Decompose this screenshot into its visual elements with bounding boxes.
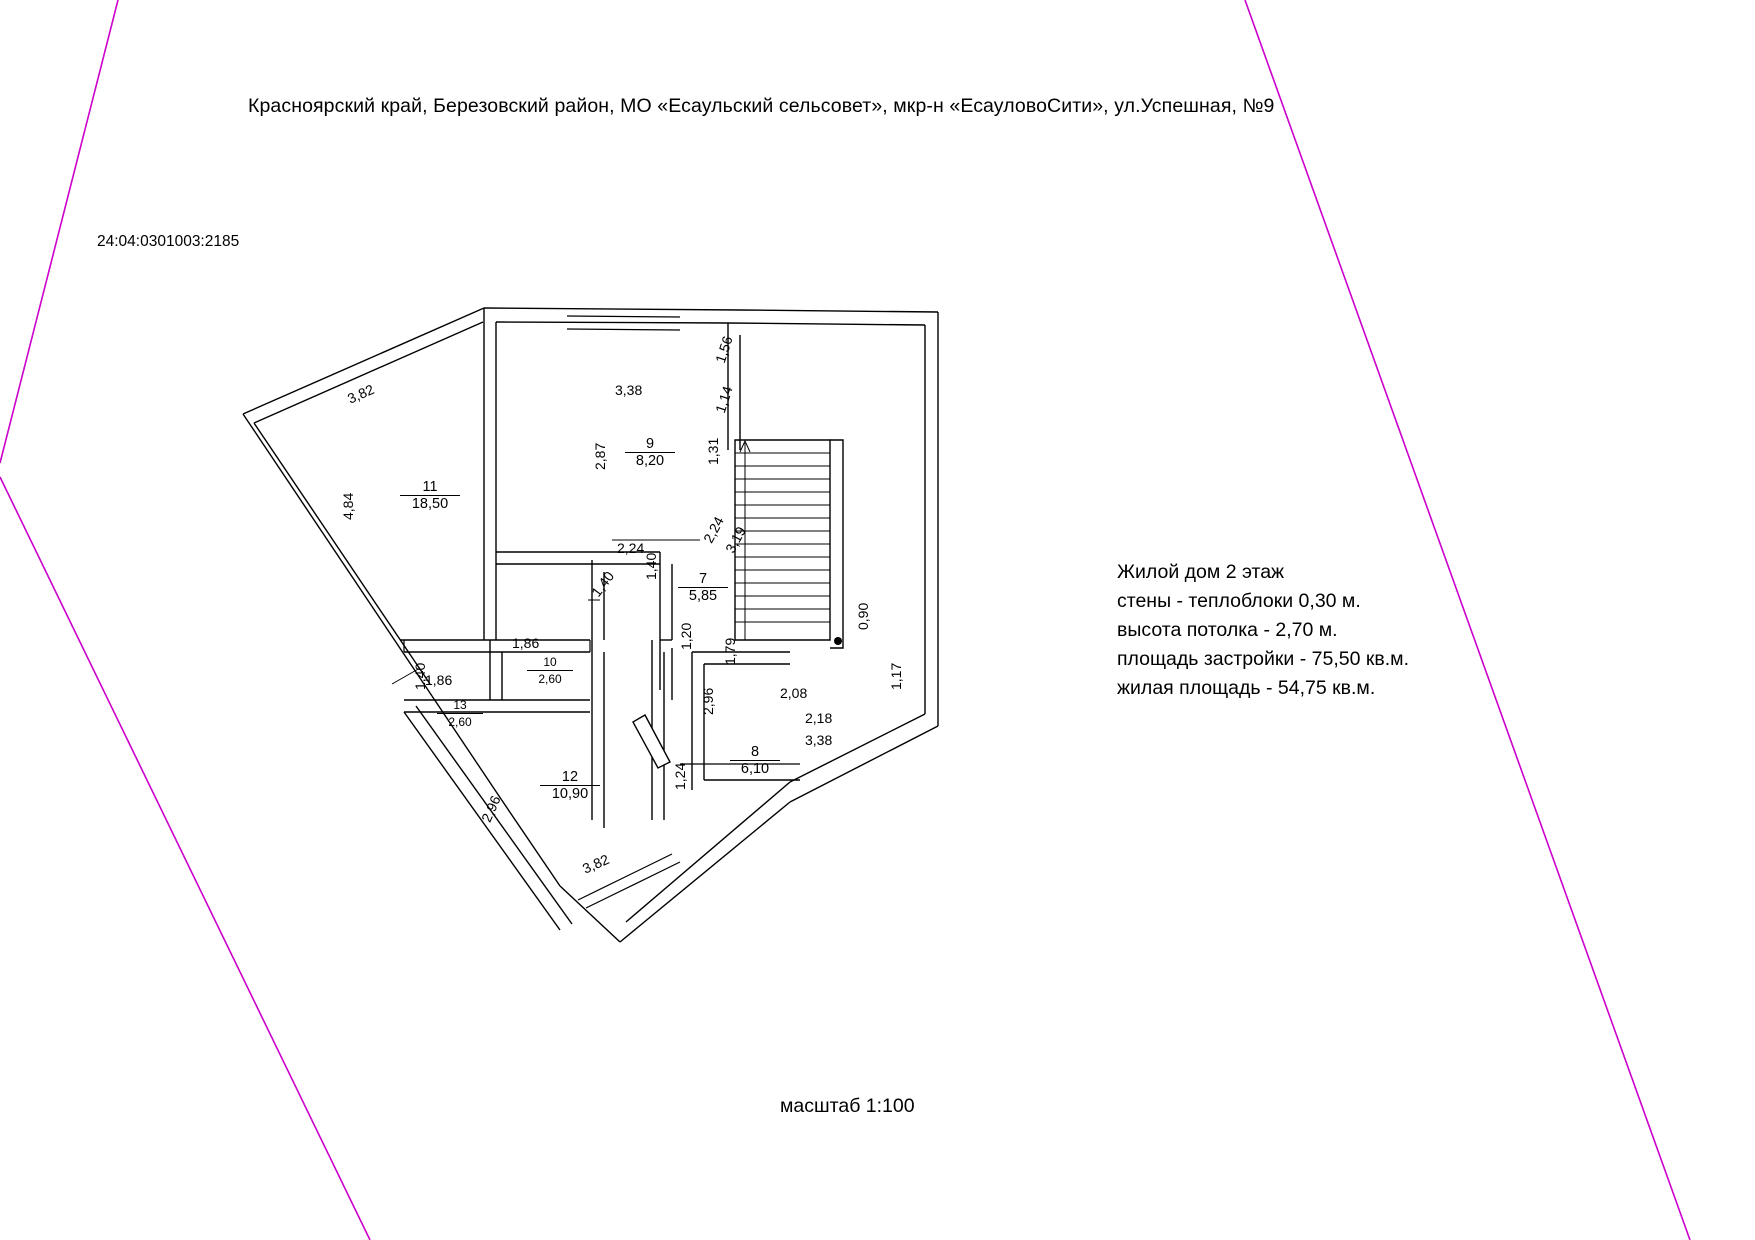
dimension-2-87: 2,87	[592, 442, 608, 470]
cadastral-number: 24:04:0301003:2185	[97, 233, 240, 250]
dimension-1-40-upper: 1,40	[588, 568, 618, 600]
dimension-1-14: 1,14	[712, 384, 736, 415]
dimension-1-86-lower: 1,86	[425, 672, 453, 688]
scale-label: масштаб 1:100	[780, 1095, 915, 1117]
dimension-2-08: 2,08	[780, 685, 808, 701]
dimension-1-56: 1,56	[712, 334, 736, 365]
dimension-1-17: 1,17	[888, 662, 904, 690]
page-title: Красноярский край, Березовский район, МО «Есаульский сельсовет», мкр-н «ЕсауловоСити», ул.Успешная, №9	[248, 95, 1275, 117]
room-label-7	[678, 572, 728, 604]
wall-room11-left-inner	[254, 423, 430, 684]
dimension-3-38-bottom: 3,38	[805, 732, 833, 748]
room-number-8: 8	[730, 745, 780, 761]
legend-line-1: стены - теплоблоки 0,30 м.	[1117, 590, 1361, 612]
dimension-1-24: 1,24	[672, 762, 688, 790]
room-number-11: 11	[400, 480, 460, 496]
room-label-13	[437, 698, 483, 730]
legend-line-0: Жилой дом 2 этаж	[1117, 561, 1285, 583]
room-label-12	[540, 770, 600, 802]
dimension-1-40-mid: 1,40	[643, 552, 659, 580]
room-label-11	[400, 480, 460, 512]
wall-top-right-inner	[728, 323, 925, 325]
dimension-2-24-right: 2,24	[700, 513, 727, 546]
room-number-12: 12	[540, 770, 600, 786]
plot-boundary-left-upper	[0, 0, 118, 463]
room-label-10	[527, 655, 573, 687]
door-point-marker	[834, 637, 842, 645]
dimension-2-18: 2,18	[805, 710, 833, 726]
legend-line-4: жилая площадь - 54,75 кв.м.	[1117, 677, 1376, 699]
legend-line-3: площадь застройки - 75,50 кв.м.	[1117, 648, 1409, 670]
dimension-3-19: 3,19	[722, 523, 749, 556]
dimension-1-40-left: 1,40	[412, 662, 428, 690]
room-area-7: 5,85	[688, 588, 718, 604]
staircase-outline-right	[830, 440, 843, 648]
outer-wall-outline	[244, 308, 938, 940]
room-area-8: 6,10	[740, 761, 770, 777]
wall-top-right	[740, 310, 938, 312]
room-area-12: 10,90	[551, 786, 589, 802]
room-number-7: 7	[678, 572, 728, 588]
wall-top-middle-inner	[496, 322, 728, 323]
room-area-9: 8,20	[635, 453, 665, 469]
legend-block	[1117, 558, 1409, 703]
room-area-10: 2,60	[538, 672, 562, 686]
wall-left-bottom	[501, 799, 560, 886]
wall-room12-outline	[404, 712, 560, 930]
wall-top-middle	[484, 308, 740, 310]
dimension-3-82-bottom: 3,82	[580, 850, 612, 877]
room-area-11: 18,50	[411, 496, 449, 512]
dimension-2-96-right: 2,96	[700, 687, 716, 715]
room-number-9: 9	[625, 437, 675, 453]
wall-bottom-middle	[620, 802, 790, 942]
wall-left-bottom-2	[560, 886, 620, 942]
wall-room11-top-inner	[254, 322, 483, 423]
door-room12	[633, 715, 670, 768]
dimension-1-79: 1,79	[722, 637, 738, 665]
wall-left-side	[243, 414, 432, 696]
wall-bottom-middle-inner	[626, 782, 790, 922]
staircase-outline	[735, 440, 830, 640]
room-label-8	[730, 745, 780, 777]
staircase-steps	[735, 453, 830, 622]
dimension-2-96-bottom: 2,96	[478, 793, 504, 825]
dimension-1-20: 1,20	[678, 622, 694, 650]
room-area-13: 2,60	[448, 715, 472, 729]
dimension-1-31: 1,31	[705, 437, 721, 465]
dimension-2-24-left: 2,24	[617, 540, 645, 556]
room-number-13: 13	[437, 698, 483, 714]
window-marks	[404, 316, 800, 908]
dimension-3-82-top: 3,82	[345, 380, 377, 407]
dimension-4-84: 4,84	[340, 492, 356, 520]
dimension-0-90: 0,90	[855, 602, 871, 630]
room-number-10: 10	[527, 655, 573, 671]
plot-boundary-left-lower	[0, 477, 370, 1240]
dimension-3-38-top: 3,38	[615, 382, 643, 398]
room-label-9	[625, 437, 675, 469]
legend-line-2: высота потолка - 2,70 м.	[1117, 619, 1338, 641]
dimension-1-86-upper: 1,86	[512, 635, 540, 651]
